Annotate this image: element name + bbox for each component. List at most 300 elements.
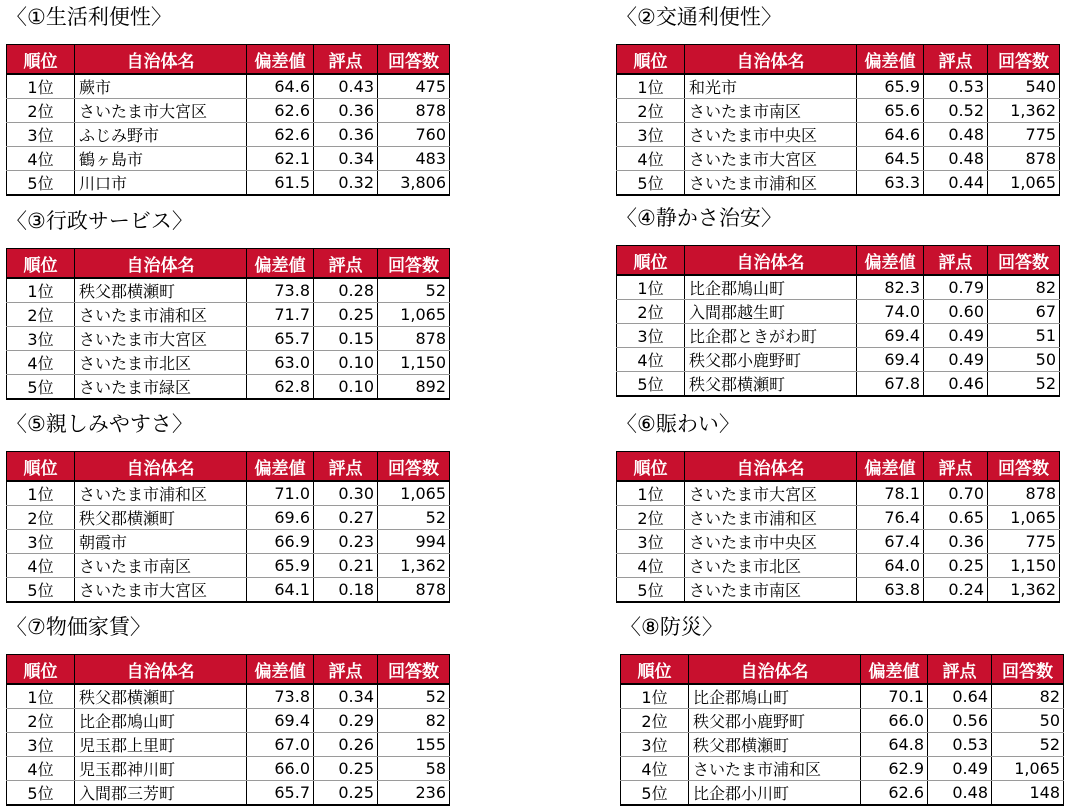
score-cell: 0.15 xyxy=(314,327,378,351)
table-header-row xyxy=(617,45,1060,75)
rank-cell: 1位 xyxy=(617,275,685,300)
table-row xyxy=(7,303,450,327)
responses-cell: 82 xyxy=(988,275,1060,300)
responses-cell: 82 xyxy=(378,709,450,733)
rank-cell: 5位 xyxy=(7,375,75,400)
rank-cell: 3位 xyxy=(7,327,75,351)
table-row xyxy=(7,327,450,351)
responses-cell: 1,362 xyxy=(988,99,1060,123)
deviation-cell: 70.1 xyxy=(861,684,928,709)
table-header-row xyxy=(621,655,1064,685)
rank-cell: 5位 xyxy=(617,171,685,196)
score-cell: 0.79 xyxy=(924,275,988,300)
table-row xyxy=(617,506,1060,530)
rank-cell: 1位 xyxy=(617,74,685,99)
deviation-cell: 65.7 xyxy=(247,781,314,806)
table-row xyxy=(617,372,1060,397)
responses-cell: 51 xyxy=(988,324,1060,348)
header-municipality: 自治体名 xyxy=(689,655,861,685)
responses-cell: 540 xyxy=(988,74,1060,99)
municipality-cell: さいたま市中央区 xyxy=(685,123,857,147)
table-row xyxy=(617,578,1060,603)
ranking-table xyxy=(616,451,1060,603)
responses-cell: 1,065 xyxy=(988,171,1060,196)
score-cell: 0.49 xyxy=(928,757,992,781)
header-deviation: 偏差値 xyxy=(857,45,924,75)
rank-cell: 3位 xyxy=(7,530,75,554)
header-rank: 順位 xyxy=(617,246,685,276)
table-header-row xyxy=(7,249,450,279)
rank-cell: 4位 xyxy=(7,147,75,171)
table-row xyxy=(617,324,1060,348)
rank-cell: 3位 xyxy=(617,530,685,554)
responses-cell: 1,065 xyxy=(988,506,1060,530)
table-header-row xyxy=(7,655,450,685)
table-row xyxy=(7,530,450,554)
deviation-cell: 69.4 xyxy=(857,324,924,348)
municipality-cell: 入間郡三芳町 xyxy=(75,781,247,806)
header-score: 評点 xyxy=(924,45,988,75)
municipality-cell: さいたま市南区 xyxy=(685,578,857,603)
score-cell: 0.30 xyxy=(314,481,378,506)
deviation-cell: 62.9 xyxy=(861,757,928,781)
score-cell: 0.24 xyxy=(924,578,988,603)
category-title: 〈③行政サービス〉 xyxy=(6,209,193,233)
municipality-cell: さいたま市大宮区 xyxy=(75,578,247,603)
table-row xyxy=(617,530,1060,554)
responses-cell: 994 xyxy=(378,530,450,554)
responses-cell: 1,065 xyxy=(992,757,1064,781)
municipality-cell: ふじみ野市 xyxy=(75,123,247,147)
rank-cell: 5位 xyxy=(617,372,685,397)
score-cell: 0.25 xyxy=(314,757,378,781)
municipality-cell: 秩父郡小鹿野町 xyxy=(685,348,857,372)
rank-cell: 4位 xyxy=(617,554,685,578)
header-responses: 回答数 xyxy=(378,45,450,75)
deviation-cell: 67.0 xyxy=(247,733,314,757)
deviation-cell: 69.4 xyxy=(857,348,924,372)
deviation-cell: 62.1 xyxy=(247,147,314,171)
deviation-cell: 65.9 xyxy=(247,554,314,578)
category-block xyxy=(616,4,1060,196)
responses-cell: 878 xyxy=(988,147,1060,171)
score-cell: 0.29 xyxy=(314,709,378,733)
header-municipality: 自治体名 xyxy=(685,246,857,276)
responses-cell: 148 xyxy=(992,781,1064,806)
deviation-cell: 73.8 xyxy=(247,278,314,303)
responses-cell: 50 xyxy=(992,709,1064,733)
responses-cell: 878 xyxy=(378,327,450,351)
header-responses: 回答数 xyxy=(988,246,1060,276)
responses-cell: 760 xyxy=(378,123,450,147)
header-deviation: 偏差値 xyxy=(861,655,928,685)
deviation-cell: 69.6 xyxy=(247,506,314,530)
municipality-cell: さいたま市浦和区 xyxy=(685,171,857,196)
header-rank: 順位 xyxy=(7,655,75,685)
table-row xyxy=(617,147,1060,171)
responses-cell: 878 xyxy=(988,481,1060,506)
header-responses: 回答数 xyxy=(988,452,1060,482)
rank-cell: 5位 xyxy=(7,171,75,196)
score-cell: 0.48 xyxy=(924,147,988,171)
municipality-cell: 児玉郡上里町 xyxy=(75,733,247,757)
deviation-cell: 65.9 xyxy=(857,74,924,99)
deviation-cell: 64.6 xyxy=(857,123,924,147)
header-rank: 順位 xyxy=(7,45,75,75)
rank-cell: 2位 xyxy=(617,506,685,530)
deviation-cell: 64.0 xyxy=(857,554,924,578)
deviation-cell: 66.9 xyxy=(247,530,314,554)
rank-cell: 1位 xyxy=(7,74,75,99)
table-row xyxy=(617,123,1060,147)
responses-cell: 1,150 xyxy=(988,554,1060,578)
municipality-cell: 比企郡鳩山町 xyxy=(75,709,247,733)
table-row xyxy=(7,351,450,375)
score-cell: 0.21 xyxy=(314,554,378,578)
deviation-cell: 62.6 xyxy=(247,123,314,147)
rank-cell: 3位 xyxy=(7,123,75,147)
deviation-cell: 66.0 xyxy=(247,757,314,781)
rank-cell: 4位 xyxy=(7,757,75,781)
deviation-cell: 65.7 xyxy=(247,327,314,351)
category-block xyxy=(616,205,1060,397)
table-row xyxy=(621,684,1064,709)
score-cell: 0.43 xyxy=(314,74,378,99)
rank-cell: 4位 xyxy=(7,351,75,375)
category-block xyxy=(6,4,450,196)
responses-cell: 52 xyxy=(378,278,450,303)
score-cell: 0.53 xyxy=(928,733,992,757)
ranking-table xyxy=(6,654,450,806)
deviation-cell: 62.8 xyxy=(247,375,314,400)
municipality-cell: 比企郡鳩山町 xyxy=(689,684,861,709)
header-municipality: 自治体名 xyxy=(685,45,857,75)
header-responses: 回答数 xyxy=(988,45,1060,75)
category-title: 〈②交通利便性〉 xyxy=(616,5,782,29)
table-row xyxy=(7,757,450,781)
table-header-row xyxy=(7,452,450,482)
header-responses: 回答数 xyxy=(378,249,450,279)
table-row xyxy=(7,554,450,578)
responses-cell: 52 xyxy=(378,684,450,709)
deviation-cell: 63.3 xyxy=(857,171,924,196)
table-row xyxy=(7,781,450,806)
responses-cell: 483 xyxy=(378,147,450,171)
deviation-cell: 67.4 xyxy=(857,530,924,554)
rank-cell: 3位 xyxy=(621,733,689,757)
header-score: 評点 xyxy=(314,45,378,75)
ranking-table xyxy=(6,451,450,603)
municipality-cell: さいたま市大宮区 xyxy=(75,99,247,123)
municipality-cell: さいたま市浦和区 xyxy=(75,303,247,327)
rank-cell: 4位 xyxy=(617,147,685,171)
responses-cell: 1,362 xyxy=(988,578,1060,603)
table-row xyxy=(621,781,1064,806)
score-cell: 0.70 xyxy=(924,481,988,506)
category-title: 〈①生活利便性〉 xyxy=(6,5,172,29)
score-cell: 0.56 xyxy=(928,709,992,733)
rank-cell: 2位 xyxy=(617,99,685,123)
responses-cell: 82 xyxy=(992,684,1064,709)
table-row xyxy=(7,578,450,603)
score-cell: 0.53 xyxy=(924,74,988,99)
table-row xyxy=(621,709,1064,733)
municipality-cell: 秩父郡横瀬町 xyxy=(75,278,247,303)
score-cell: 0.25 xyxy=(314,781,378,806)
municipality-cell: 比企郡鳩山町 xyxy=(685,275,857,300)
table-row xyxy=(617,481,1060,506)
deviation-cell: 66.0 xyxy=(861,709,928,733)
score-cell: 0.36 xyxy=(314,123,378,147)
score-cell: 0.18 xyxy=(314,578,378,603)
category-block xyxy=(6,411,450,603)
deviation-cell: 74.0 xyxy=(857,300,924,324)
municipality-cell: さいたま市中央区 xyxy=(685,530,857,554)
municipality-cell: 秩父郡小鹿野町 xyxy=(689,709,861,733)
responses-cell: 1,150 xyxy=(378,351,450,375)
municipality-cell: 秩父郡横瀬町 xyxy=(75,684,247,709)
municipality-cell: 和光市 xyxy=(685,74,857,99)
deviation-cell: 63.0 xyxy=(247,351,314,375)
responses-cell: 1,362 xyxy=(378,554,450,578)
municipality-cell: 蕨市 xyxy=(75,74,247,99)
ranking-table xyxy=(620,654,1064,806)
municipality-cell: 比企郡ときがわ町 xyxy=(685,324,857,348)
deviation-cell: 71.7 xyxy=(247,303,314,327)
header-score: 評点 xyxy=(924,246,988,276)
table-row xyxy=(7,171,450,196)
deviation-cell: 67.8 xyxy=(857,372,924,397)
responses-cell: 52 xyxy=(988,372,1060,397)
responses-cell: 878 xyxy=(378,578,450,603)
municipality-cell: 鶴ヶ島市 xyxy=(75,147,247,171)
category-title: 〈⑦物価家賃〉 xyxy=(6,615,151,639)
score-cell: 0.49 xyxy=(924,324,988,348)
table-row xyxy=(621,757,1064,781)
deviation-cell: 76.4 xyxy=(857,506,924,530)
table-row xyxy=(7,278,450,303)
responses-cell: 67 xyxy=(988,300,1060,324)
rank-cell: 3位 xyxy=(7,733,75,757)
score-cell: 0.34 xyxy=(314,147,378,171)
responses-cell: 878 xyxy=(378,99,450,123)
responses-cell: 892 xyxy=(378,375,450,400)
deviation-cell: 64.1 xyxy=(247,578,314,603)
table-row xyxy=(617,300,1060,324)
rank-cell: 2位 xyxy=(7,99,75,123)
municipality-cell: 児玉郡神川町 xyxy=(75,757,247,781)
deviation-cell: 64.8 xyxy=(861,733,928,757)
municipality-cell: さいたま市北区 xyxy=(685,554,857,578)
score-cell: 0.25 xyxy=(924,554,988,578)
score-cell: 0.36 xyxy=(314,99,378,123)
score-cell: 0.25 xyxy=(314,303,378,327)
rank-cell: 2位 xyxy=(621,709,689,733)
responses-cell: 475 xyxy=(378,74,450,99)
category-title: 〈⑥賑わい〉 xyxy=(616,412,740,436)
score-cell: 0.65 xyxy=(924,506,988,530)
municipality-cell: さいたま市浦和区 xyxy=(685,506,857,530)
municipality-cell: さいたま市大宮区 xyxy=(685,147,857,171)
ranking-table xyxy=(616,44,1060,196)
rank-cell: 1位 xyxy=(7,684,75,709)
municipality-cell: 入間郡越生町 xyxy=(685,300,857,324)
header-responses: 回答数 xyxy=(378,655,450,685)
score-cell: 0.36 xyxy=(924,530,988,554)
rank-cell: 5位 xyxy=(7,578,75,603)
municipality-cell: 朝霞市 xyxy=(75,530,247,554)
score-cell: 0.49 xyxy=(924,348,988,372)
rank-cell: 4位 xyxy=(7,554,75,578)
header-deviation: 偏差値 xyxy=(857,452,924,482)
header-municipality: 自治体名 xyxy=(75,655,247,685)
table-header-row xyxy=(7,45,450,75)
municipality-cell: 秩父郡横瀬町 xyxy=(75,506,247,530)
deviation-cell: 71.0 xyxy=(247,481,314,506)
deviation-cell: 62.6 xyxy=(247,99,314,123)
table-row xyxy=(617,99,1060,123)
table-row xyxy=(617,348,1060,372)
rank-cell: 1位 xyxy=(617,481,685,506)
category-block xyxy=(6,208,450,400)
responses-cell: 3,806 xyxy=(378,171,450,196)
rank-cell: 5位 xyxy=(621,781,689,806)
score-cell: 0.34 xyxy=(314,684,378,709)
header-score: 評点 xyxy=(314,249,378,279)
table-row xyxy=(7,709,450,733)
table-row xyxy=(7,123,450,147)
score-cell: 0.26 xyxy=(314,733,378,757)
ranking-table xyxy=(616,245,1060,397)
rank-cell: 3位 xyxy=(617,324,685,348)
deviation-cell: 61.5 xyxy=(247,171,314,196)
score-cell: 0.44 xyxy=(924,171,988,196)
score-cell: 0.48 xyxy=(924,123,988,147)
score-cell: 0.60 xyxy=(924,300,988,324)
municipality-cell: さいたま市大宮区 xyxy=(75,327,247,351)
responses-cell: 58 xyxy=(378,757,450,781)
header-municipality: 自治体名 xyxy=(685,452,857,482)
municipality-cell: 川口市 xyxy=(75,171,247,196)
category-title: 〈⑧防災〉 xyxy=(620,615,723,639)
rank-cell: 5位 xyxy=(617,578,685,603)
category-block xyxy=(6,614,450,806)
rank-cell: 4位 xyxy=(617,348,685,372)
header-deviation: 偏差値 xyxy=(247,655,314,685)
header-score: 評点 xyxy=(924,452,988,482)
table-header-row xyxy=(617,452,1060,482)
header-score: 評点 xyxy=(314,452,378,482)
category-title: 〈⑤親しみやすさ〉 xyxy=(6,412,193,436)
header-rank: 順位 xyxy=(7,452,75,482)
municipality-cell: さいたま市北区 xyxy=(75,351,247,375)
header-rank: 順位 xyxy=(7,249,75,279)
score-cell: 0.32 xyxy=(314,171,378,196)
table-row xyxy=(617,171,1060,196)
table-row xyxy=(617,275,1060,300)
municipality-cell: さいたま市大宮区 xyxy=(685,481,857,506)
responses-cell: 50 xyxy=(988,348,1060,372)
ranking-table xyxy=(6,248,450,400)
score-cell: 0.10 xyxy=(314,375,378,400)
rank-cell: 2位 xyxy=(7,303,75,327)
header-score: 評点 xyxy=(928,655,992,685)
table-row xyxy=(617,74,1060,99)
responses-cell: 52 xyxy=(378,506,450,530)
deviation-cell: 69.4 xyxy=(247,709,314,733)
municipality-cell: さいたま市浦和区 xyxy=(75,481,247,506)
rank-cell: 1位 xyxy=(621,684,689,709)
score-cell: 0.27 xyxy=(314,506,378,530)
rank-cell: 2位 xyxy=(7,506,75,530)
score-cell: 0.48 xyxy=(928,781,992,806)
deviation-cell: 63.8 xyxy=(857,578,924,603)
score-cell: 0.46 xyxy=(924,372,988,397)
responses-cell: 775 xyxy=(988,123,1060,147)
deviation-cell: 78.1 xyxy=(857,481,924,506)
rank-cell: 1位 xyxy=(7,278,75,303)
table-row xyxy=(7,684,450,709)
table-row xyxy=(7,74,450,99)
deviation-cell: 82.3 xyxy=(857,275,924,300)
header-municipality: 自治体名 xyxy=(75,452,247,482)
score-cell: 0.64 xyxy=(928,684,992,709)
municipality-cell: 比企郡小川町 xyxy=(689,781,861,806)
rank-cell: 3位 xyxy=(617,123,685,147)
responses-cell: 236 xyxy=(378,781,450,806)
table-row xyxy=(7,99,450,123)
municipality-cell: さいたま市南区 xyxy=(75,554,247,578)
deviation-cell: 64.6 xyxy=(247,74,314,99)
municipality-cell: さいたま市緑区 xyxy=(75,375,247,400)
header-deviation: 偏差値 xyxy=(247,249,314,279)
table-row xyxy=(7,147,450,171)
responses-cell: 155 xyxy=(378,733,450,757)
table-row xyxy=(7,733,450,757)
header-rank: 順位 xyxy=(621,655,689,685)
header-deviation: 偏差値 xyxy=(247,45,314,75)
score-cell: 0.10 xyxy=(314,351,378,375)
table-row xyxy=(621,733,1064,757)
header-municipality: 自治体名 xyxy=(75,249,247,279)
rank-cell: 2位 xyxy=(7,709,75,733)
category-block xyxy=(616,411,1060,603)
table-row xyxy=(7,506,450,530)
deviation-cell: 65.6 xyxy=(857,99,924,123)
deviation-cell: 73.8 xyxy=(247,684,314,709)
ranking-table xyxy=(6,44,450,196)
rank-cell: 1位 xyxy=(7,481,75,506)
table-row xyxy=(7,481,450,506)
header-deviation: 偏差値 xyxy=(247,452,314,482)
deviation-cell: 62.6 xyxy=(861,781,928,806)
responses-cell: 775 xyxy=(988,530,1060,554)
municipality-cell: 秩父郡横瀬町 xyxy=(689,733,861,757)
deviation-cell: 64.5 xyxy=(857,147,924,171)
score-cell: 0.23 xyxy=(314,530,378,554)
rank-cell: 4位 xyxy=(621,757,689,781)
header-responses: 回答数 xyxy=(992,655,1064,685)
responses-cell: 52 xyxy=(992,733,1064,757)
responses-cell: 1,065 xyxy=(378,303,450,327)
category-block xyxy=(620,614,1064,806)
table-header-row xyxy=(617,246,1060,276)
score-cell: 0.28 xyxy=(314,278,378,303)
header-responses: 回答数 xyxy=(378,452,450,482)
table-row xyxy=(617,554,1060,578)
header-rank: 順位 xyxy=(617,45,685,75)
municipality-cell: さいたま市南区 xyxy=(685,99,857,123)
